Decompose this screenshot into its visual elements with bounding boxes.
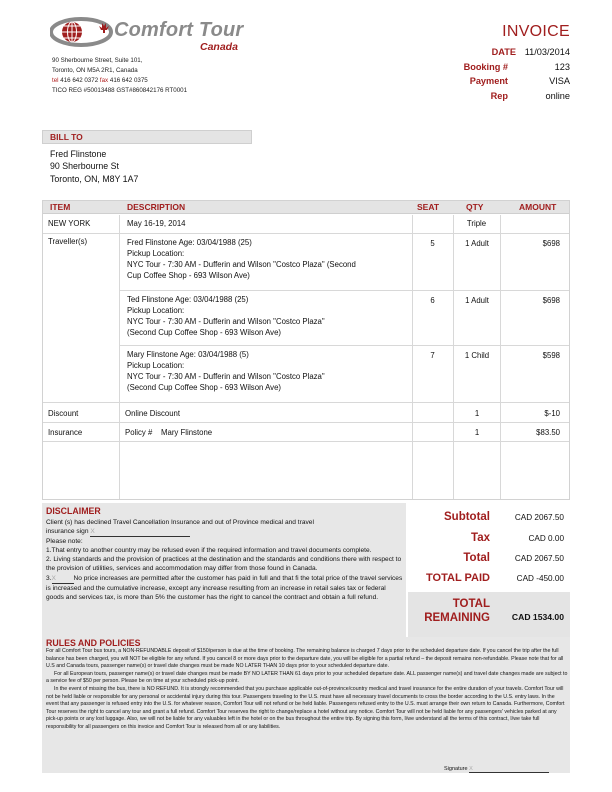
total-remaining-label-line: TOTAL <box>452 598 490 610</box>
meta-payment <box>464 74 570 89</box>
booking-value: 123 <box>554 61 570 72</box>
traveller-1-seat: 5 <box>430 239 435 248</box>
traveller-2-line: (Second Cup Coffee Shop - 693 Wilson Ave) <box>127 328 282 337</box>
subtotal-value: CAD 2067.50 <box>514 513 564 522</box>
company-logo <box>50 15 250 55</box>
address-line-1: 90 Sherbourne Street, Suite 101, <box>52 57 143 64</box>
policy-holder: Mary Flinstone <box>160 428 213 437</box>
total-paid-value: CAD -450.00 <box>516 574 564 583</box>
subtotal-label: Subtotal <box>444 511 490 523</box>
col-item: ITEM <box>50 202 71 212</box>
total-remaining-label <box>408 597 490 625</box>
traveller-3-seat: 7 <box>430 351 435 360</box>
total-remaining-box <box>408 592 570 637</box>
traveller-2-amount: $698 <box>542 296 560 305</box>
tax-value: CAD 0.00 <box>528 534 564 543</box>
rules-paragraph: For all Comfort Tour bus tours, a NON-REFUNDABLE deposit of $150/person is due at the time of booking. The remaining balance is charged 7 days prior to the scheduled departure date. If you cancel the trip after the full balance has been charged, you will NOT be eligible for any refund. If you cancel 8 or more days prior to the departure date, you will be eligible for a partial refund – the deposit remains non-refundable. Please note that for all U.S and Canada tours, passenger name(s) or travel date changes must be made NO LATER THAN 10 days prior to your scheduled departure date. <box>46 648 564 670</box>
rules-paragraph: For all European tours, passenger name(s) or travel date changes must be made BY NO LATER THAN 61 days prior to your scheduled departure date. ALL passenger name(s) and travel date changes made are subject to a service fee of $50 per person. Please be on time at your scheduled pick-up point. <box>46 670 568 685</box>
traveller-2-line: NYC Tour - 7:30 AM - Dufferin and Wilson "Costco Plaza" <box>127 317 325 326</box>
insurance-qty: 1 <box>474 428 480 437</box>
traveller-1-details <box>127 237 356 281</box>
traveller-1-line: Fred Flinstone Age: 03/04/1988 (25) <box>127 238 252 247</box>
contact-line <box>52 76 187 86</box>
disclaimer-point-3: 3.X No price increases are permitted after the customer has paid in full and that fi the total price of the travel services is increased and the cumulative increase, except any increase resulting from an increase in retail sales tax or federal goods and services tax, is more than 5% the customer has the right to cancel the contract and obtain a full refund. <box>46 574 403 601</box>
total-label: Total <box>463 552 490 564</box>
insurance-policy <box>125 427 212 438</box>
meta-date <box>464 45 570 60</box>
col-qty: QTY <box>466 202 484 212</box>
invoice-meta <box>464 45 570 103</box>
disclaimer-section <box>42 503 406 637</box>
rep-value: online <box>545 90 570 101</box>
traveller-2-line: Pickup Location: <box>127 306 185 315</box>
initial-field[interactable] <box>52 574 74 584</box>
company-address <box>52 56 187 96</box>
col-seat: SEAT <box>417 202 440 212</box>
customer-name: Fred Flinstone <box>50 149 107 159</box>
traveller-1-amount: $698 <box>542 239 560 248</box>
traveller-1-qty: 1 Adult <box>465 239 489 248</box>
divider <box>43 402 569 403</box>
discount-amount: $-10 <box>544 409 560 418</box>
insurance-item: Insurance <box>48 428 83 437</box>
discount-description: Online Discount <box>125 409 181 418</box>
rep-label: Rep <box>490 90 508 101</box>
table-header <box>43 201 569 214</box>
payment-value: VISA <box>549 76 570 86</box>
meta-rep <box>464 89 570 104</box>
traveller-3-line: Mary Flinstone Age: 03/04/1988 (5) <box>127 350 249 359</box>
divider <box>43 422 569 423</box>
discount-qty: 1 <box>474 409 480 418</box>
tel-number: 416 642 0372 <box>60 77 99 84</box>
divider <box>43 441 569 442</box>
divider <box>119 290 569 291</box>
invoice-title: INVOICE <box>502 23 570 40</box>
total-remaining-value: CAD 1534.00 <box>511 612 564 622</box>
total-paid-label: TOTAL PAID <box>426 572 490 584</box>
globe-logo-icon <box>50 17 116 47</box>
tour-description: May 16-19, 2014 <box>127 219 186 228</box>
tour-qty: Triple <box>466 219 487 228</box>
date-label: DATE <box>491 47 516 57</box>
logo-wordmark: Comfort Tour <box>114 19 244 41</box>
insurance-sign-label: insurance sign <box>46 528 89 536</box>
rules-section <box>42 637 570 773</box>
sign-mark: X <box>51 574 56 582</box>
total-value: CAD 2067.50 <box>514 554 564 563</box>
rules-body <box>46 648 568 732</box>
tel-label: tel <box>52 77 59 84</box>
total-remaining-label-line: REMAINING <box>424 612 490 624</box>
fax-number: 416 642 0375 <box>109 77 148 84</box>
sign-mark: X <box>90 528 95 536</box>
totals-section <box>408 503 570 637</box>
tour-item: NEW YORK <box>48 219 91 228</box>
disclaimer-point-1: 1.That entry to another country may be refused even if the required information and travel documents complete. <box>46 547 372 555</box>
bill-to-label: BILL TO <box>50 132 83 142</box>
customer-city: Toronto, ON, M8Y 1A7 <box>50 173 139 184</box>
travellers-label: Traveller(s) <box>48 237 88 246</box>
divider <box>43 233 569 234</box>
signature-field[interactable] <box>469 766 549 773</box>
tax-label: Tax <box>471 532 490 544</box>
col-amount: AMOUNT <box>519 202 557 212</box>
traveller-3-details <box>127 349 325 393</box>
col-description: DESCRIPTION <box>127 202 186 212</box>
traveller-3-line: NYC Tour - 7:30 AM - Dufferin and Wilson "Costco Plaza" <box>127 372 325 381</box>
disclaimer-point-2: 2. Living standards and the provision of practices at the destination and the standards and conditions there with respect to the provision of utilities, services and accommodation may differ from those found in Canada. <box>46 556 402 573</box>
please-note: Please note: <box>46 538 83 546</box>
rules-paragraph: In the event of missing the bus, there is NO REFUND. It is strongly recommended that you purchase applicable out-of-province/country medical and travel insurance for the entire duration of your travels. Comfort Tour will not be held liable or responsible for any personal or accidental injury during this tour. Passengers traveling to the U.S. must have all necessary travel documents to cross the border according to the U.S. entry laws. In the event that any passenger is refused entry into the U.S. for whatever reason, Comfort Tour will not refund or be held liable. Passengers refused entry to the U.S. must arrange their own return to Canada. Furthermore, Comfort Tour reserves the right to cancel any tour and grant a full refund. Comfort Tour reserves the right to change/replace a hotel without any notice. Comfort Tour will not be held liable for any passengers' vehicles parked at any pick-up points or any lost luggage. Also, we will not be liable for any valuables left in the hotel or on the bus throughout the entire trip. By signing this form, I/we understand all the terms of this contract, I/we take full responsibility for all passengers on this invoice and Comfort Tour is released from all or any liabilities. <box>46 685 565 730</box>
signature-label: Signature <box>444 766 468 772</box>
logo-subtitle: Canada <box>200 41 238 53</box>
meta-booking <box>464 60 570 75</box>
bill-to-address <box>50 148 138 185</box>
traveller-2-line: Ted Flinstone Age: 03/04/1988 (25) <box>127 295 249 304</box>
discount-item: Discount <box>48 409 79 418</box>
payment-label: Payment <box>469 76 508 86</box>
divider <box>119 345 569 346</box>
disclaimer-point-3-text: No price increases are permitted after the customer has paid in full and that fi the total price of the travel services is increased and the cumulative increase, except any increase resulting from an increase in retail sales tax or federal goods and services tax, is more than 5% the customer has the right to cancel the contract and obtain a full refund. <box>46 574 403 601</box>
divider <box>119 215 120 499</box>
customer-street: 90 Sherbourne St <box>50 161 119 172</box>
traveller-2-seat: 6 <box>430 296 435 305</box>
address-line-2: Toronto, ON M5A 2R1, Canada <box>52 67 138 74</box>
disclaimer-line: Client (s) has declined Travel Cancellation Insurance and out of Province medical and travel <box>46 519 314 526</box>
rules-title: RULES AND POLICIES <box>46 638 141 648</box>
insurance-amount: $83.50 <box>536 428 560 437</box>
bill-to-header <box>42 130 252 144</box>
traveller-2-details <box>127 294 325 338</box>
traveller-1-line: Cup Coffee Shop - 693 Wilson Ave) <box>127 271 250 280</box>
policy-label: Policy # <box>125 428 153 437</box>
divider <box>453 215 454 499</box>
date-value: 11/03/2014 <box>524 47 570 57</box>
traveller-1-line: Pickup Location: <box>127 249 185 258</box>
divider <box>500 215 501 499</box>
traveller-3-qty: 1 Child <box>464 351 490 360</box>
insurance-sign-row <box>46 527 404 537</box>
disclaimer-body <box>46 518 404 602</box>
traveller-2-qty: 1 Adult <box>465 296 489 305</box>
invoice-items-table <box>42 200 570 500</box>
booking-label: Booking # <box>463 61 508 72</box>
rules-signature-row <box>444 766 549 773</box>
traveller-3-line: Pickup Location: <box>127 361 185 370</box>
traveller-3-amount: $598 <box>542 351 560 360</box>
traveller-3-line: (Second Cup Coffee Shop - 693 Wilson Ave) <box>127 383 282 392</box>
sign-mark: X <box>469 766 473 772</box>
disclaimer-title: DISCLAIMER <box>46 506 101 516</box>
traveller-1-line: NYC Tour - 7:30 AM - Dufferin and Wilson "Costco Plaza" (Second <box>127 260 356 269</box>
insurance-signature-field[interactable] <box>90 527 190 537</box>
registration-line: TICO REG #50013488 GST#860842176 RT0001 <box>52 87 188 94</box>
fax-label: fax <box>99 77 109 84</box>
